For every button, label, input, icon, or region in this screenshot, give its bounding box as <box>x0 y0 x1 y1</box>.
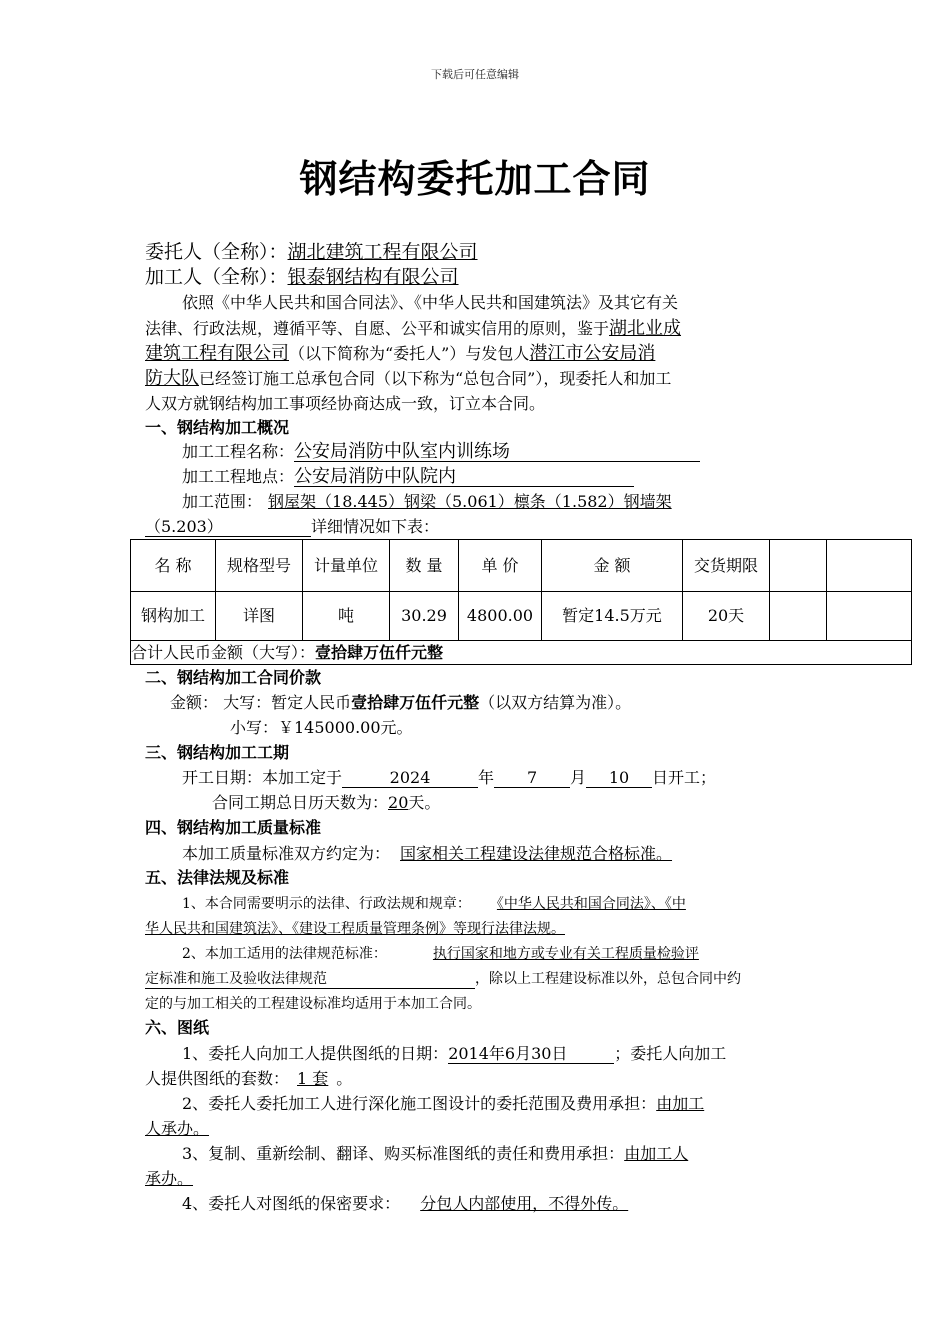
laws-item-2-tail: 定的与加工相关的工程建设标准均适用于本加工合同。 <box>145 996 481 1012</box>
table-header-cell <box>770 540 827 592</box>
table-header-cell: 金 额 <box>542 540 683 592</box>
laws-item-2-cont: 定标准和施工及验收法律规范 ，除以上工程建设标准以外，总包合同中约 <box>145 971 741 987</box>
table-cell: 详图 <box>216 592 303 641</box>
document-title: 钢结构委托加工合同 <box>299 157 651 201</box>
table-cell: 钢构加工 <box>131 592 216 641</box>
table-cell: 30.29 <box>390 592 459 641</box>
table-total-cell <box>131 641 912 665</box>
section-6-heading: 六、图纸 <box>145 1018 210 1037</box>
start-day: 10 <box>586 768 652 788</box>
drawings-date: 2014年6月30日 <box>448 1044 614 1064</box>
drawings-item-3-value: 由加工人 <box>624 1144 689 1163</box>
table-cell <box>770 592 827 641</box>
processing-table <box>130 539 912 665</box>
drawings-item-2-value-2: 人承办。 <box>145 1119 210 1138</box>
table-row <box>131 592 912 641</box>
project-name-line: 加工工程名称：公安局消防中队室内训练场 <box>182 441 700 463</box>
total-label: 合计人民币金额（大写）： <box>131 642 316 662</box>
table-cell: 20天 <box>683 592 770 641</box>
client-label: 委托人（全称）： <box>145 241 288 263</box>
quality-standard: 国家相关工程建设法律规范合格标准。 <box>400 844 673 863</box>
laws-item-2-value-2: 定标准和施工及验收法律规范 <box>145 971 475 989</box>
table-cell: 4800.00 <box>459 592 542 641</box>
laws-item-2: 2、本加工适用的法律规范标准： 执行国家和地方或专业有关工程质量检验评 <box>182 946 699 962</box>
table-header-cell: 交货期限 <box>683 540 770 592</box>
price-in-words: 壹拾肆万伍仟元整 <box>351 693 480 712</box>
table-cell: 吨 <box>303 592 390 641</box>
header-note: 下载后可任意编辑 <box>431 68 519 81</box>
table-cell: 暂定14.5万元 <box>542 592 683 641</box>
price-in-figures: 小写：￥145000.00元。 <box>230 718 413 737</box>
client-name: 湖北建筑工程有限公司 <box>287 241 478 263</box>
table-header-cell: 名 称 <box>131 540 216 592</box>
builder-name-part1: 湖北业成 <box>609 318 682 339</box>
scope-line: 加工范围： 钢屋架（18.445）钢梁（5.061）檩条（1.582）钢墙架 <box>182 492 672 511</box>
client-line <box>145 241 478 263</box>
drawings-item-1: 1、委托人向加工人提供图纸的日期：2014年6月30日 ；委托人向加工 <box>182 1044 727 1063</box>
section-4-heading: 四、钢结构加工质量标准 <box>145 818 322 837</box>
start-date-line: 开工日期：本加工定于 2024 年 7 月 10 日开工； <box>182 768 717 787</box>
table-header-cell: 规格型号 <box>216 540 303 592</box>
table-total-row <box>131 641 912 665</box>
table-cell <box>827 592 912 641</box>
drawings-item-2: 2、委托人委托加工人进行深化施工图设计的委托范围及费用承担：由加工 <box>182 1094 705 1113</box>
scope-value: 钢屋架（18.445）钢梁（5.061）檩条（1.582）钢墙架 <box>268 492 672 511</box>
section-1-heading: 一、钢结构加工概况 <box>145 418 290 437</box>
drawings-item-4-value: 分包人内部使用，不得外传。 <box>420 1194 629 1213</box>
scope-value-2: （5.203） <box>145 517 311 537</box>
laws-item-1-value-2: 华人民共和国建筑法》、《建设工程质量管理条例》等现行法律法规。 <box>145 921 565 937</box>
intro-line-4: 防大队已经签订施工总承包合同（以下称为“总包合同”），现委托人和加工 <box>145 368 672 389</box>
table-header-cell: 计量单位 <box>303 540 390 592</box>
section-2-heading: 二、钢结构加工合同价款 <box>145 668 322 687</box>
drawings-item-1-cont: 人提供图纸的套数： 1 套 。 <box>145 1069 353 1088</box>
section-3-heading: 三、钢结构加工工期 <box>145 743 290 762</box>
drawings-item-3-value-2: 承办。 <box>145 1169 194 1188</box>
laws-item-2-value: 执行国家和地方或专业有关工程质量检验评 <box>432 946 699 962</box>
duration-days: 20 <box>388 793 409 812</box>
table-header-cell: 单 价 <box>459 540 542 592</box>
drawings-item-2-cont <box>145 1118 217 1140</box>
quality-line: 本加工质量标准双方约定为： 国家相关工程建设法律规范合格标准。 <box>182 843 694 865</box>
total-value: 壹拾肆万伍仟元整 <box>315 642 444 662</box>
laws-item-1-cont <box>145 918 565 940</box>
intro-line-5: 人双方就钢结构加工事项经协商达成一致，订立本合同。 <box>145 394 546 413</box>
scope-line-2: （5.203） 详细情况如下表： <box>145 517 440 536</box>
project-site-line: 加工工程地点：公安局消防中队院内 <box>182 466 634 488</box>
drawings-item-2-value: 由加工 <box>656 1094 705 1113</box>
duration-line: 合同工期总日历天数为：20天。 <box>212 793 441 812</box>
table-header-row <box>131 540 912 592</box>
intro-line-2: 法律、行政法规，遵循平等、自愿、公平和诚实信用的原则，鉴于湖北业成 <box>145 318 682 339</box>
processor-name: 银泰钢结构有限公司 <box>287 266 459 288</box>
processor-label: 加工人（全称）： <box>145 266 288 288</box>
price-line: 金额： 大写：暂定人民币壹拾肆万伍仟元整（以双方结算为准）。 <box>170 693 632 712</box>
drawings-item-3-cont <box>145 1168 211 1190</box>
employer-name-part2: 防大队 <box>145 368 199 389</box>
start-month: 7 <box>494 768 570 788</box>
drawings-item-3: 3、复制、重新绘制、翻译、购买标准图纸的责任和费用承担：由加工人 <box>182 1144 689 1163</box>
drawings-sets: 1 套 <box>297 1069 329 1088</box>
table-header-cell: 数 量 <box>390 540 459 592</box>
section-5-heading: 五、法律法规及标准 <box>145 868 290 887</box>
builder-name-part2: 建筑工程有限公司 <box>145 343 289 364</box>
laws-item-1-value: 《中华人民共和国合同法》、《中 <box>496 896 686 912</box>
laws-item-1: 1、本合同需要明示的法律、行政法规和规章： 《中华人民共和国合同法》、《中 <box>182 896 686 912</box>
drawings-item-4: 4、委托人对图纸的保密要求： 分包人内部使用，不得外传。 <box>182 1193 644 1215</box>
intro-line-3: 建筑工程有限公司（以下简称为“委托人”）与发包人潜江市公安局消 <box>145 343 656 364</box>
intro-line-1: 依照《中华人民共和国合同法》、《中华人民共和国建筑法》及其它有关 <box>182 293 679 312</box>
employer-name-part1: 潜江市公安局消 <box>529 343 656 364</box>
project-name-value: 公安局消防中队室内训练场 <box>294 442 700 462</box>
project-site-value: 公安局消防中队院内 <box>294 467 634 487</box>
table-header-cell <box>827 540 912 592</box>
processor-line <box>145 266 459 288</box>
start-year: 2024 <box>342 768 478 788</box>
